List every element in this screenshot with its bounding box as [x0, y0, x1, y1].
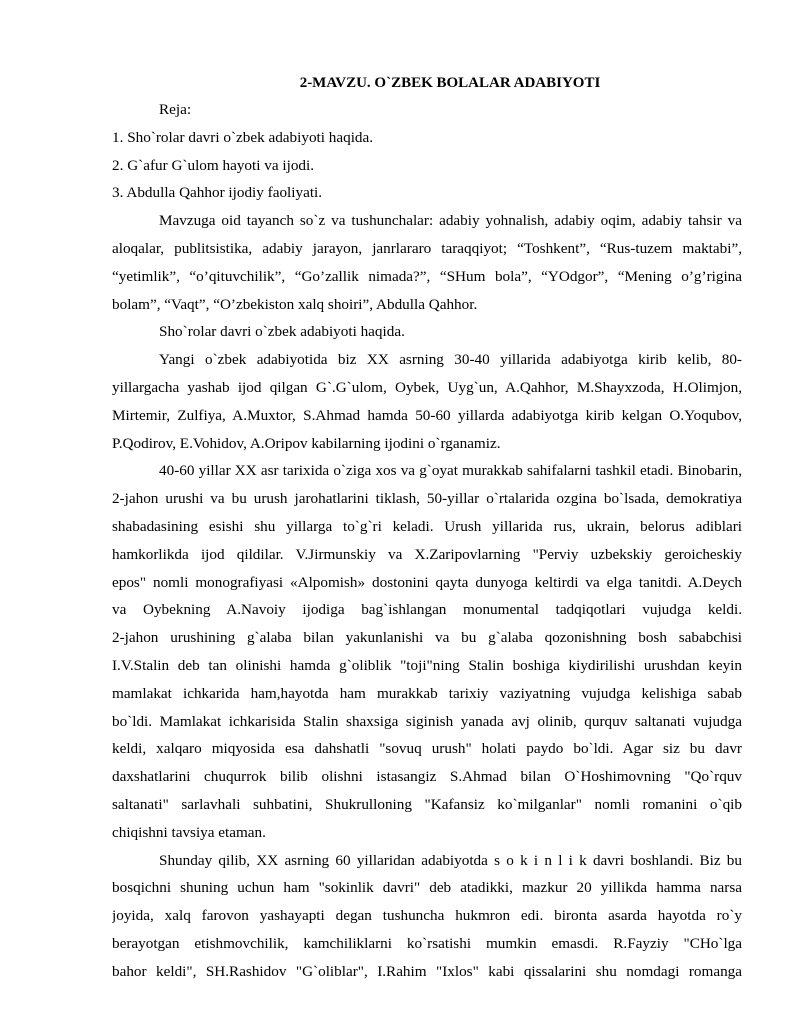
text-line: daxshatlarini chuqurrok bilib olishni istasangiz S.Ahmad bilan O`Hoshimovning "Qo`rquv — [112, 768, 742, 786]
text-line: Mirtemir, Zulfiya, A.Muxtor, S.Ahmad hamda 50-60 yillarda adabiyotga kirib kelgan O.Yoqubov, — [112, 406, 742, 424]
text-line: chiqishni tavsiya etaman. — [112, 823, 266, 841]
text-line: saltanati" sarlavhali suhbatini, Shukrulloning "Kafansiz ko`milganlar" nomli romanini o`qib — [112, 796, 742, 813]
text-line: Yangi o`zbek adabiyotida biz XX asrning 30-40 yillarida adabiyotga kirib kelib, 80- — [159, 351, 742, 369]
text-line: bahor keldi", SH.Rashidov "G`oliblar", I.Rahim "Ixlos" kabi qissalarini shu nomdagi romanga — [112, 962, 742, 980]
text-line: Shunday qilib, XX asrning 60 yillaridan adabiyotda s o k i n l i k davri boshlandi. Biz bu — [159, 851, 742, 869]
text-line: “yetimlik”, “o’qituvchilik”, “Go’zallik nimada?”, “SHum bola”, “YOdgor”, “Mening o’g’rigina — [112, 267, 742, 285]
text-line: bo`ldi. Mamlakat ichkarisida Stalin shaxsiga siginish yanada avj olinib, qurquv saltanati vujudga — [112, 712, 742, 730]
text-line: va Oybekning A.Navoiy ijodiga bag`ishlangan monumental tadqiqotlari vujudga keldi. — [112, 601, 742, 619]
text-line: epos" nomli monografiyasi «Alpomish» dostonini qayta dunyoga keltirdi va elga tanitdi. A.Deych — [112, 573, 742, 591]
text-line: I.V.Stalin deb tan olinishi hamda g`oliblik "toji"ning Stalin boshiga kiydirilishi urushdan keyin — [112, 657, 742, 674]
text-line: berayotgan etishmovchilik, kamchiliklarni ko`rsatishi mumkin emasdi. R.Fayziy "CHo`lga — [112, 935, 742, 952]
text-line: 1. Sho`rolar davri o`zbek adabiyoti haqida. — [112, 128, 374, 146]
text-line: Sho`rolar davri o`zbek adabiyoti haqida. — [159, 323, 405, 341]
text-line: 2-jahon urushi va bu urush jarohatlarini tiklash, 50-yillar o`rtalarida ozgina bo`lsada, demokratiya — [112, 490, 742, 508]
text-line: mamlakat ichkarida ham,hayotda ham murakkab tarixiy vaziyatning vujudga kelishiga sabab — [112, 684, 742, 702]
text-line: yillargacha yashab ijod qilgan G`.G`ulom, Oybek, Uyg`un, A.Qahhor, M.Shayxzoda, H.Olimjon, — [112, 379, 742, 396]
text-line: Reja: — [159, 101, 192, 118]
text-line: shabadasining esishi shu yillarga to`g`ri keladi. Urush yillarida rus, ukrain, belorus adiblari — [112, 518, 742, 535]
text-line: 3. Abdulla Qahhor ijodiy faoliyati. — [112, 184, 323, 202]
text-line: 2-jahon urushining g`alaba bilan yakunlanishi va bu g`alaba qozonishning bosh sababchisi — [112, 629, 742, 647]
text-line: bosqichni shuning uchun ham "sokinlik davri" deb atadikki, mazkur 20 yillikda hamma narsa — [112, 879, 742, 897]
text-line: bolam”, “Vaqt”, “O’zbekiston xalq shoiri”, Abdulla Qahhor. — [112, 295, 478, 313]
text-line: aloqalar, publitsistika, adabiy jarayon, janrlararo taraqqiyot; “Toshkent”, “Rus-tuzem maktabi”, — [112, 240, 742, 257]
text-line: Mavzuga oid tayanch so`z va tushunchalar: adabiy yohnalish, adabiy oqim, adabiy tahsir va — [159, 212, 742, 230]
text-line: joyida, xalq farovon yashayapti degan tushuncha hukmron edi. bironta asarda hayotda ro`y — [112, 907, 742, 925]
document-title: 2-MAVZU. O`ZBEK BOLALAR ADABIYOTI — [299, 75, 601, 91]
text-line: P.Qodirov, E.Vohidov, A.Oripov kabilarning ijodini o`rganamiz. — [112, 434, 501, 452]
text-line: 2. G`afur G`ulom hayoti va ijodi. — [112, 156, 315, 174]
text-line: 40-60 yillar XX asr tarixida o`ziga xos va g`oyat murakkab sahifalarni tashkil etadi. Binobarin, — [159, 462, 742, 480]
text-line: keldi, xalqaro miqyosida esa dahshatli "sovuq urush" holati paydo bo`ldi. Agar siz bu davr — [112, 740, 742, 758]
text-line: hamkorlikda ijod qildilar. V.Jirmunskiy va X.Zaripovlarning "Perviy uzbekskiy geroicheskiy — [112, 545, 742, 563]
